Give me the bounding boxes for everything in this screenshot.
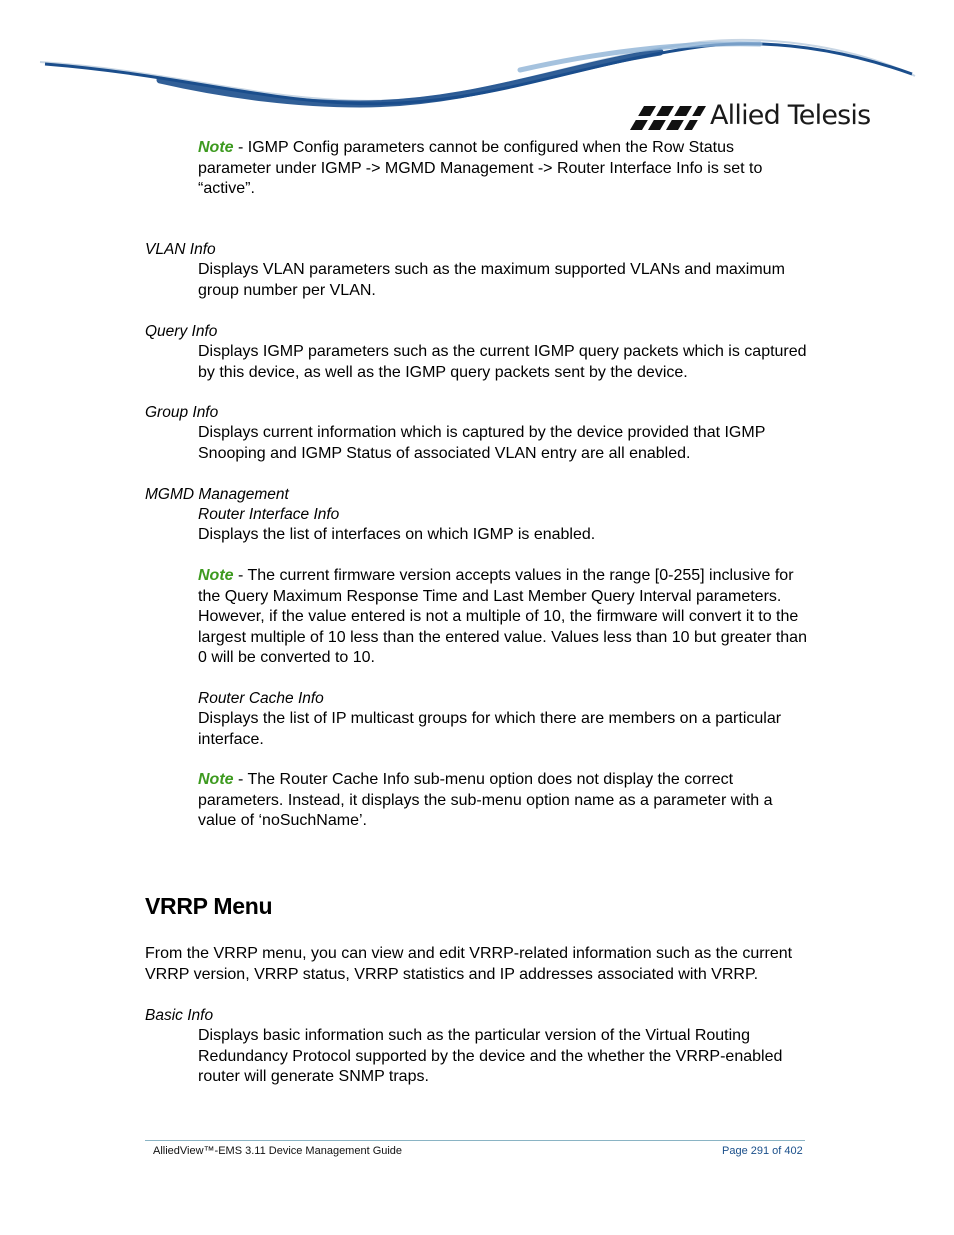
footer-divider bbox=[145, 1140, 805, 1141]
logo-mark-icon bbox=[630, 106, 706, 130]
note-paragraph-firmware-range bbox=[198, 566, 808, 669]
subsection-title-router-cache-info: Router Cache Info bbox=[198, 690, 324, 707]
section-desc-query-info: Displays IGMP parameters such as the current IGMP query packets which is captured by this device, as well as the IGMP query packets sent by the device. bbox=[198, 343, 807, 381]
subsection-desc-router-interface-info: Displays the list of interfaces on which IGMP is enabled. bbox=[198, 526, 596, 543]
section-desc-group-info: Displays current information which is captured by the device provided that IGMP Snooping and IGMP Status of associated VLAN entry are all enabled. bbox=[198, 424, 766, 462]
vrrp-intro-paragraph: From the VRRP menu, you can view and edit VRRP-related information such as the current VRRP version, VRRP status, VRRP statistics and IP addresses associated with VRRP. bbox=[145, 945, 793, 983]
subsection-title-router-interface-info: Router Interface Info bbox=[198, 506, 340, 523]
section-desc-vlan-info: Displays VLAN parameters such as the maximum supported VLANs and maximum group number per VLAN. bbox=[198, 261, 785, 299]
note-text: - The current firmware version accepts values in the range [0-255] inclusive for the Query Maximum Response Time and Last Member Query Interval parameters. However, if the value entered is not a multiple of 10, the firmware will convert it to the largest multiple of 10 less than the entered value. Values less than 10 but greater than 0 will be converted to 10. bbox=[198, 567, 807, 667]
heading-vrrp-menu: VRRP Menu bbox=[145, 893, 273, 919]
allied-telesis-logo bbox=[630, 100, 871, 134]
logo-text: Allied Telesis bbox=[710, 100, 871, 131]
subsection-desc-router-cache-info: Displays the list of IP multicast groups for which there are members on a particular interface. bbox=[198, 710, 782, 748]
note-label: Note bbox=[198, 771, 234, 788]
note-paragraph-igmp-config bbox=[198, 138, 808, 200]
section-title-vlan-info: VLAN Info bbox=[145, 241, 216, 258]
note-text: - IGMP Config parameters cannot be configured when the Row Status parameter under IGMP -> MGMD Management -> Router Interface Info is set to “active”. bbox=[198, 139, 763, 198]
note-text: - The Router Cache Info sub-menu option does not display the correct parameters. Instead, it displays the sub-menu option name as a parameter with a value of ‘noSuchName’. bbox=[198, 771, 773, 830]
section-desc-basic-info: Displays basic information such as the particular version of the Virtual Routing Redundancy Protocol supported by the device and the whether the VRRP-enabled router will generate SNMP traps. bbox=[198, 1027, 783, 1086]
note-label: Note bbox=[198, 139, 234, 156]
footer-guide-title: AlliedView™-EMS 3.11 Device Management Guide bbox=[153, 1145, 403, 1157]
section-title-basic-info: Basic Info bbox=[145, 1007, 214, 1024]
section-title-query-info: Query Info bbox=[145, 323, 218, 340]
section-title-mgmd-management: MGMD Management bbox=[145, 486, 289, 503]
footer-page-number: Page 291 of 402 bbox=[722, 1145, 803, 1157]
section-title-group-info: Group Info bbox=[145, 404, 219, 421]
note-paragraph-router-cache bbox=[198, 770, 808, 832]
note-label: Note bbox=[198, 567, 234, 584]
